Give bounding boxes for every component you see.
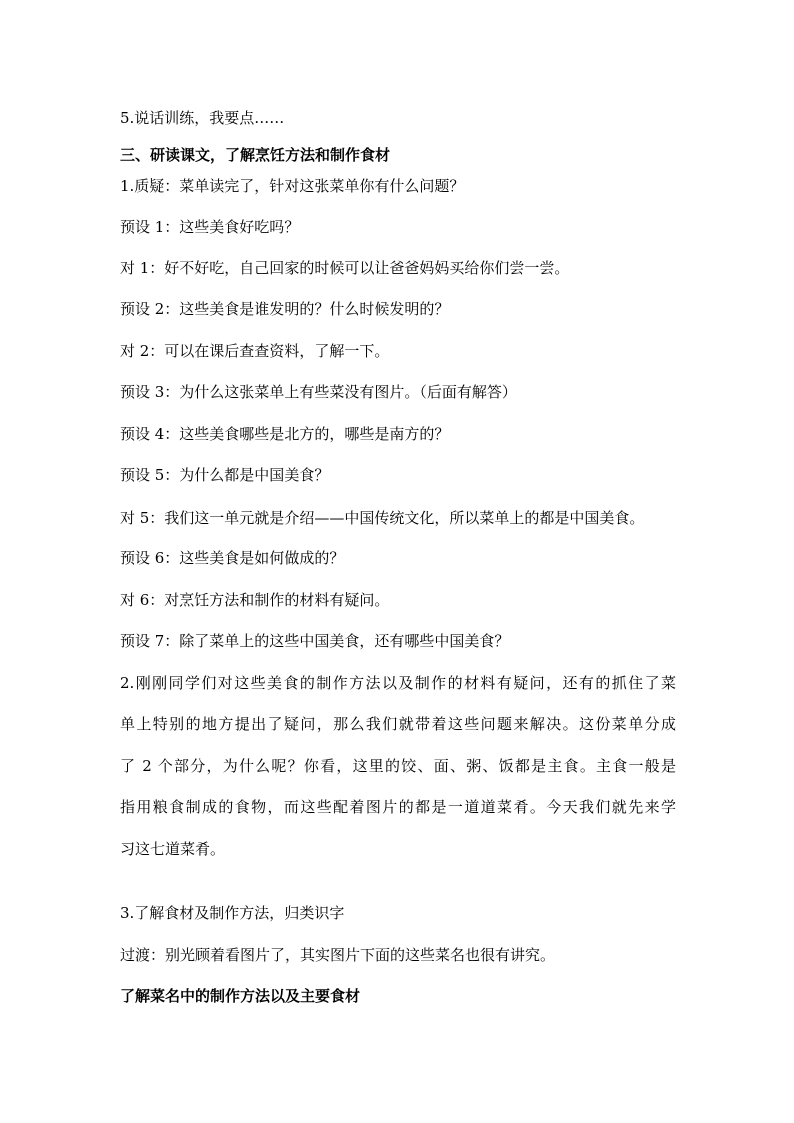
bold-subheading: 了解菜名中的制作方法以及主要食材 (120, 987, 361, 1005)
question-1: 1.质疑：菜单读完了，针对这张菜单你有什么问题？ (120, 177, 465, 195)
paragraph-2-line-2: 单上特别的地方提出了疑问，那么我们就带着这些问题来解决。这份菜单分成 (120, 715, 676, 733)
preset-2: 预设 2：这些美食是谁发明的？什么时候发明的？ (120, 300, 450, 318)
preset-6: 预设 6：这些美食是如何做成的？ (120, 549, 345, 567)
answer-1: 对 1：好不好吃，自己回家的时候可以让爸爸妈妈买给你们尝一尝。 (120, 259, 570, 277)
paragraph-2-line-3: 了 2 个部分，为什么呢？你看，这里的饺、面、粥、饭都是主食。主食一般是 (120, 757, 676, 775)
paragraph-2-line-4: 指用粮食制成的食物，而这些配着图片的都是一道道菜肴。今天我们就先来学 (120, 798, 676, 816)
preset-1: 预设 1：这些美食好吃吗？ (120, 218, 300, 236)
transition-text: 过渡：别光顾着看图片了，其实图片下面的这些菜名也很有讲究。 (120, 946, 556, 964)
paragraph-2-line-5: 习这七道菜肴。 (120, 840, 226, 858)
answer-2: 对 2：可以在课后查查资料，了解一下。 (120, 342, 390, 360)
preset-7: 预设 7：除了菜单上的这些中国美食，还有哪些中国美食？ (120, 632, 510, 650)
preset-3: 预设 3：为什么这张菜单上有些菜没有图片。（后面有解答） (120, 383, 517, 401)
section-3-heading: 三、研读课文，了解烹饪方法和制作食材 (120, 146, 391, 164)
answer-5: 对 5：我们这一单元就是介绍——中国传统文化，所以菜单上的都是中国美食。 (120, 509, 645, 527)
paragraph-2-line-1: 2.刚刚同学们对这些美食的制作方法以及制作的材料有疑问，还有的抓住了菜 (120, 674, 676, 692)
preset-5: 预设 5：为什么都是中国美食？ (120, 466, 330, 484)
answer-6: 对 6：对烹饪方法和制作的材料有疑问。 (120, 591, 390, 609)
preset-4: 预设 4：这些美食哪些是北方的，哪些是南方的？ (120, 425, 450, 443)
item-5-speaking-practice: 5.说话训练，我要点…… (120, 109, 285, 127)
item-3-ingredients-methods: 3.了解食材及制作方法，归类识字 (120, 904, 345, 922)
